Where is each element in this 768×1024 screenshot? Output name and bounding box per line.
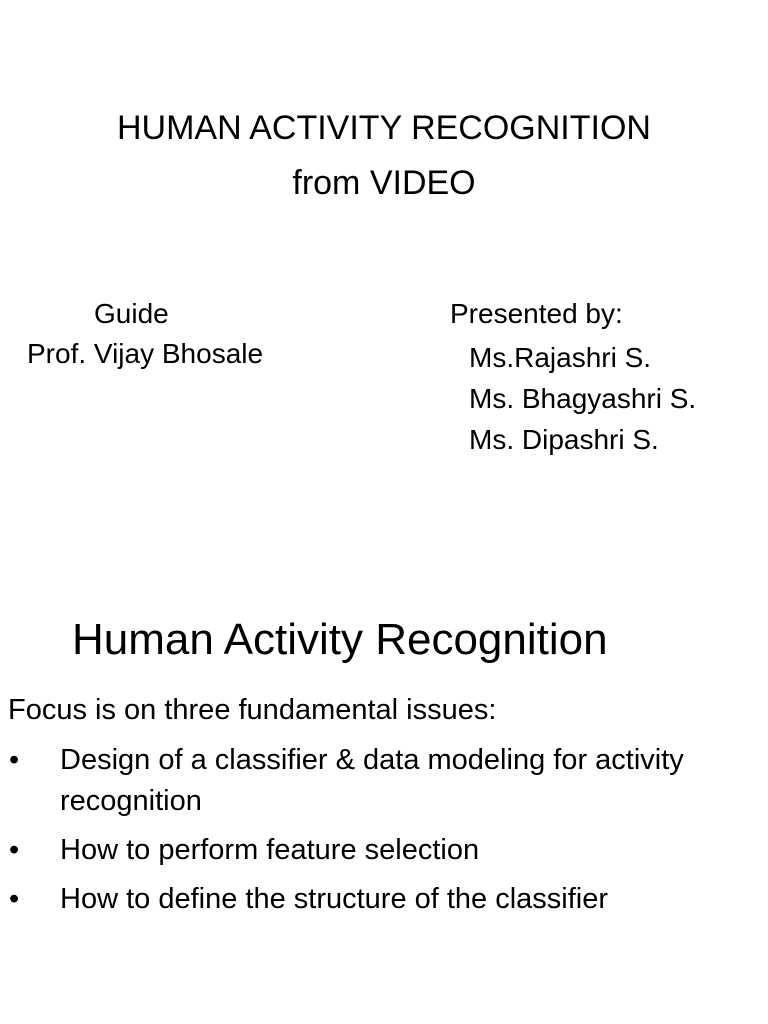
guide-name: Prof. Vijay Bhosale — [27, 338, 264, 369]
presenter-name: Ms.Rajashri S. — [469, 342, 652, 373]
presented-by-label: Presented by: — [450, 298, 623, 329]
bullet-icon: • — [9, 744, 20, 776]
focus-intro-text: Focus is on three fundamental issues: — [8, 694, 497, 726]
bullet-icon: • — [9, 883, 20, 915]
presenter-name: Ms. Bhagyashri S. — [469, 383, 697, 414]
bullet-text: How to define the structure of the classifier — [60, 883, 609, 915]
list-item — [0, 879, 768, 920]
list-item — [0, 740, 768, 822]
slide-title-line-2: from VIDEO — [292, 164, 476, 202]
guide-label: Guide — [94, 298, 169, 329]
presenter-name: Ms. Dipashri S. — [469, 424, 659, 455]
content-slide — [0, 590, 768, 1024]
bullet-text: How to perform feature selection — [60, 834, 480, 866]
bullet-list — [0, 740, 768, 928]
presenter-list — [469, 337, 696, 460]
slide-title-line-1: HUMAN ACTIVITY RECOGNITION — [117, 109, 651, 147]
list-item — [0, 830, 768, 871]
bullet-icon: • — [9, 834, 20, 866]
content-slide-title: Human Activity Recognition — [72, 615, 608, 664]
bullet-text: Design of a classifier & data modeling for activity recognition — [60, 744, 684, 817]
